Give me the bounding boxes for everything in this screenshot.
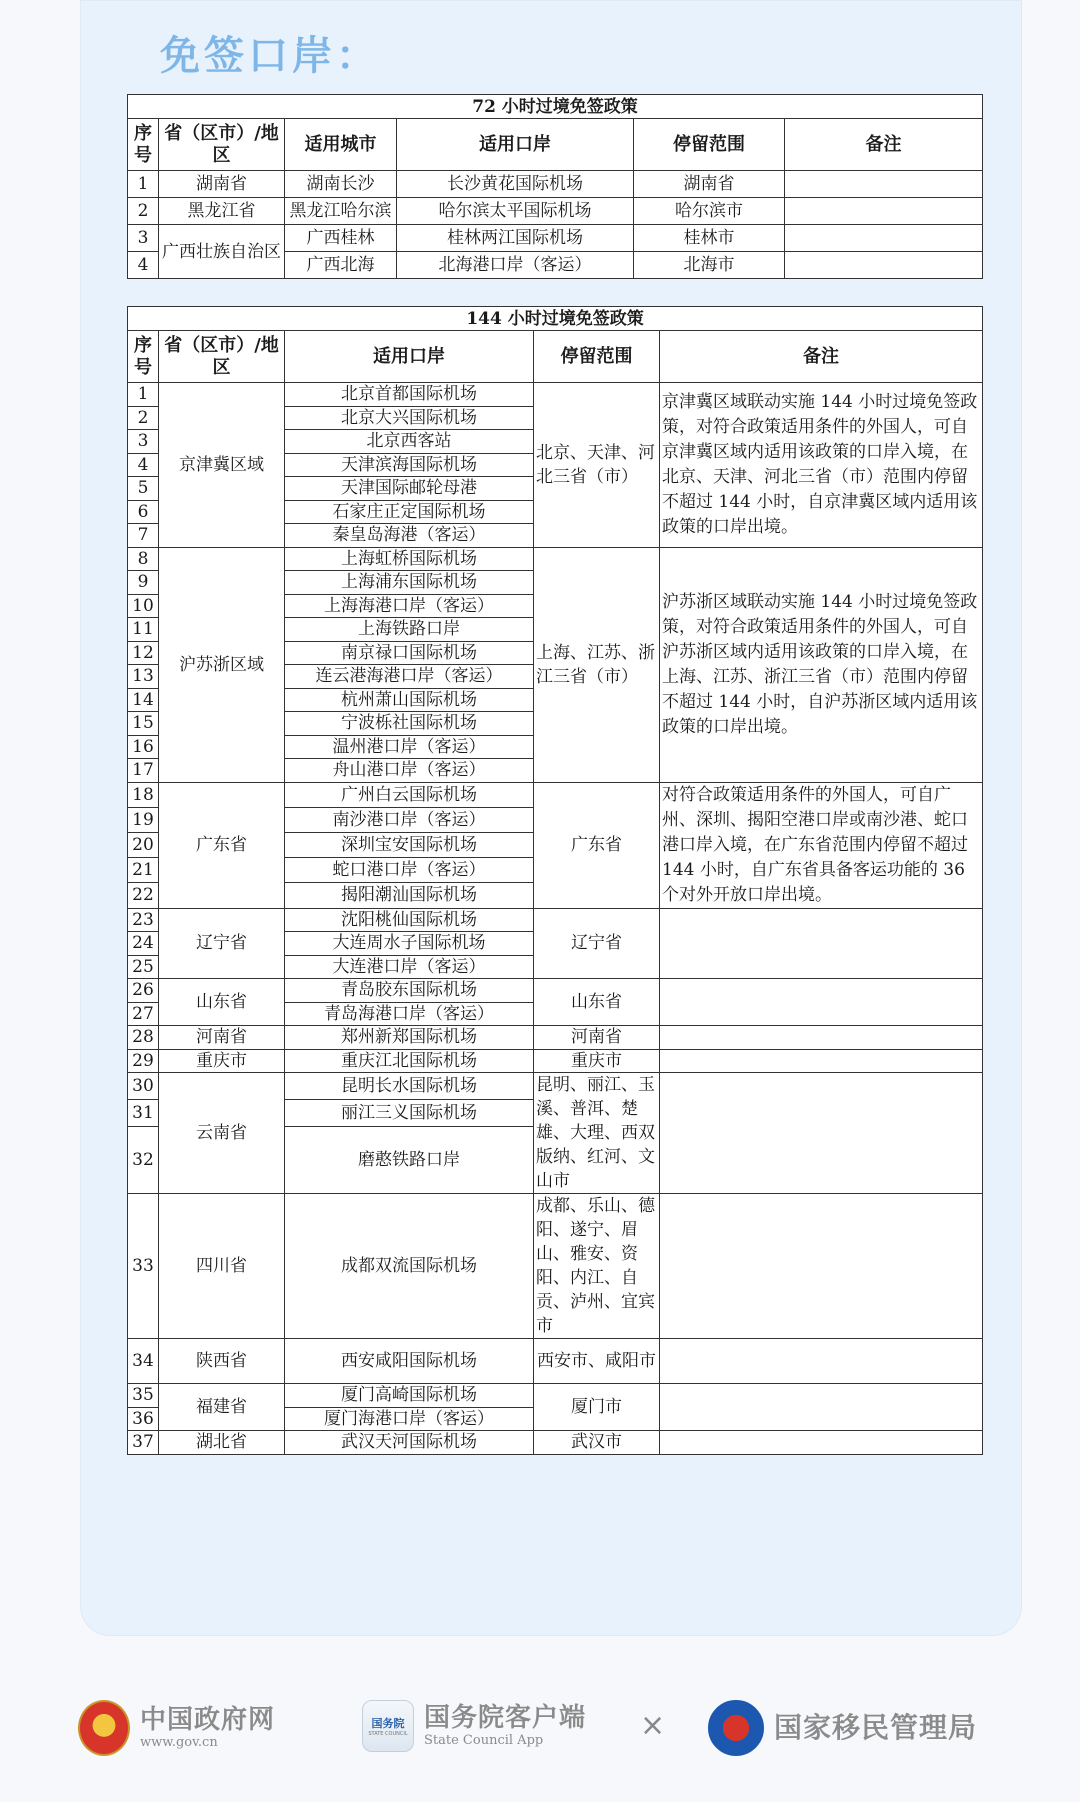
row-port: 杭州萧山国际机场 (285, 688, 534, 712)
row-city: 湖南长沙 (285, 171, 397, 198)
state-council-app-logo[interactable] (362, 1700, 586, 1752)
row-no: 1 (128, 171, 159, 198)
row-no: 3 (128, 430, 159, 454)
row-no: 25 (128, 955, 159, 979)
row-no: 7 (128, 524, 159, 548)
row-no: 12 (128, 641, 159, 665)
row-port: 上海海港口岸（客运） (285, 594, 534, 618)
row-stay: 重庆市 (534, 1049, 660, 1073)
row-no: 37 (128, 1431, 159, 1455)
header-port: 适用口岸 (397, 119, 634, 171)
row-no: 16 (128, 735, 159, 759)
row-note (660, 1431, 983, 1455)
row-port: 石家庄正定国际机场 (285, 500, 534, 524)
table-row (128, 547, 983, 571)
row-province: 广西壮族自治区 (159, 225, 285, 279)
row-no: 22 (128, 883, 159, 908)
header-port: 适用口岸 (285, 331, 534, 383)
row-note (660, 1384, 983, 1431)
row-port: 昆明长水国际机场 (285, 1073, 534, 1100)
row-note (660, 1339, 983, 1384)
table-row (128, 1073, 983, 1100)
app-name: 国务院客户端 (424, 1703, 587, 1733)
header-stay: 停留范围 (634, 119, 785, 171)
row-port: 武汉天河国际机场 (285, 1431, 534, 1455)
row-port: 大连港口岸（客运） (285, 955, 534, 979)
row-no: 36 (128, 1407, 159, 1431)
row-no: 29 (128, 1049, 159, 1073)
row-stay: 北海市 (634, 252, 785, 279)
row-note (785, 171, 983, 198)
nia-logo[interactable] (708, 1700, 977, 1756)
row-city: 广西桂林 (285, 225, 397, 252)
row-no: 13 (128, 665, 159, 689)
row-no: 10 (128, 594, 159, 618)
gov-cn-logo[interactable] (78, 1700, 275, 1756)
row-province: 沪苏浙区域 (159, 547, 285, 782)
header-note: 备注 (660, 331, 983, 383)
row-port: 秦皇岛海港（客运） (285, 524, 534, 548)
row-province: 湖北省 (159, 1431, 285, 1455)
row-port: 舟山港口岸（客运） (285, 759, 534, 783)
row-no: 15 (128, 712, 159, 736)
table-144-caption: 144 小时过境免签政策 (128, 307, 983, 331)
row-no: 24 (128, 932, 159, 956)
row-note: 沪苏浙区域联动实施 144 小时过境免签政策，对符合政策适用条件的外国人，可自沪苏浙区域内适用该政策的口岸入境，在上海、江苏、浙江三省（市）范围内停留不超过 144 小时，自沪苏浙区域内适用该政策的口岸出境。 (660, 547, 983, 782)
table-row (128, 1384, 983, 1408)
row-stay: 桂林市 (634, 225, 785, 252)
row-province: 黑龙江省 (159, 198, 285, 225)
nia-name: 国家移民管理局 (774, 1711, 978, 1744)
row-stay: 辽宁省 (534, 908, 660, 979)
table-row (128, 1049, 983, 1073)
row-no: 8 (128, 547, 159, 571)
gov-name: 中国政府网 (140, 1705, 276, 1735)
gov-url: www.gov.cn (140, 1735, 218, 1750)
header-note: 备注 (785, 119, 983, 171)
row-no: 31 (128, 1100, 159, 1127)
header-province: 省（区市）/地区 (159, 119, 285, 171)
row-port: 丽江三义国际机场 (285, 1100, 534, 1127)
table-row (128, 198, 983, 225)
row-port: 天津国际邮轮母港 (285, 477, 534, 501)
row-port: 北京首都国际机场 (285, 383, 534, 407)
row-note: 对符合政策适用条件的外国人，可自广州、深圳、揭阳空港口岸或南沙港、蛇口港口岸入境，在广东省范围内停留不超过 144 小时，自广东省具备客运功能的 36 个对外开放口岸出境。 (660, 782, 983, 908)
row-no: 6 (128, 500, 159, 524)
row-port: 南京禄口国际机场 (285, 641, 534, 665)
row-province: 湖南省 (159, 171, 285, 198)
row-province: 山东省 (159, 979, 285, 1026)
table-72-hour-policy (127, 94, 983, 279)
row-no: 2 (128, 406, 159, 430)
row-port: 厦门高崎国际机场 (285, 1384, 534, 1408)
row-note: 京津冀区域联动实施 144 小时过境免签政策，对符合政策适用条件的外国人，可自京津冀区域内适用该政策的口岸入境，在北京、天津、河北三省（市）范围内停留不超过 144 小时，自京津冀区域内适用该政策的口岸出境。 (660, 383, 983, 548)
row-stay: 昆明、丽江、玉溪、普洱、楚雄、大理、西双版纳、红河、文山市 (534, 1073, 660, 1194)
row-stay: 厦门市 (534, 1384, 660, 1431)
cross-icon: × (640, 1708, 666, 1743)
row-no: 14 (128, 688, 159, 712)
row-no: 2 (128, 198, 159, 225)
row-port: 上海铁路口岸 (285, 618, 534, 642)
row-port: 哈尔滨太平国际机场 (397, 198, 634, 225)
row-port: 上海虹桥国际机场 (285, 547, 534, 571)
row-no: 17 (128, 759, 159, 783)
row-no: 27 (128, 1002, 159, 1026)
row-province: 云南省 (159, 1073, 285, 1194)
table-row (128, 1431, 983, 1455)
row-note (785, 252, 983, 279)
row-stay: 西安市、咸阳市 (534, 1339, 660, 1384)
row-port: 长沙黄花国际机场 (397, 171, 634, 198)
row-port: 重庆江北国际机场 (285, 1049, 534, 1073)
row-note (660, 1026, 983, 1050)
header-no: 序号 (128, 119, 159, 171)
row-note (660, 1073, 983, 1194)
row-port: 青岛海港口岸（客运） (285, 1002, 534, 1026)
app-icon-sub: STATE COUNCIL (368, 1731, 408, 1737)
row-no: 21 (128, 858, 159, 883)
row-no: 23 (128, 908, 159, 932)
row-note (785, 198, 983, 225)
row-port: 宁波栎社国际机场 (285, 712, 534, 736)
row-port: 蛇口港口岸（客运） (285, 858, 534, 883)
row-no: 34 (128, 1339, 159, 1384)
row-province: 福建省 (159, 1384, 285, 1431)
footer (0, 1690, 1080, 1770)
header-stay: 停留范围 (534, 331, 660, 383)
row-port: 厦门海港口岸（客运） (285, 1407, 534, 1431)
immigration-badge-icon (708, 1700, 764, 1756)
row-stay: 山东省 (534, 979, 660, 1026)
row-note (660, 979, 983, 1026)
row-no: 5 (128, 477, 159, 501)
row-stay: 武汉市 (534, 1431, 660, 1455)
row-stay: 广东省 (534, 782, 660, 908)
row-port: 北海港口岸（客运） (397, 252, 634, 279)
row-port: 沈阳桃仙国际机场 (285, 908, 534, 932)
row-no: 26 (128, 979, 159, 1003)
row-province: 辽宁省 (159, 908, 285, 979)
row-no: 20 (128, 832, 159, 857)
row-province: 四川省 (159, 1194, 285, 1339)
row-no: 30 (128, 1073, 159, 1100)
row-stay: 北京、天津、河北三省（市） (534, 383, 660, 548)
row-port: 磨憨铁路口岸 (285, 1127, 534, 1194)
row-stay: 成都、乐山、德阳、遂宁、眉山、雅安、资阳、内江、自贡、泸州、宜宾市 (534, 1194, 660, 1339)
table-row (128, 171, 983, 198)
page-title: 免签口岸： (160, 33, 380, 79)
table-row (128, 908, 983, 932)
row-no: 18 (128, 782, 159, 807)
table-row (128, 1339, 983, 1384)
row-port: 天津滨海国际机场 (285, 453, 534, 477)
row-province: 重庆市 (159, 1049, 285, 1073)
row-province: 河南省 (159, 1026, 285, 1050)
row-note (660, 908, 983, 979)
header-no: 序号 (128, 331, 159, 383)
row-port: 郑州新郑国际机场 (285, 1026, 534, 1050)
row-no: 11 (128, 618, 159, 642)
app-en-name: State Council App (424, 1733, 544, 1748)
row-port: 深圳宝安国际机场 (285, 832, 534, 857)
row-port: 北京西客站 (285, 430, 534, 454)
row-province: 广东省 (159, 782, 285, 908)
row-no: 4 (128, 453, 159, 477)
row-port: 揭阳潮汕国际机场 (285, 883, 534, 908)
row-no: 3 (128, 225, 159, 252)
row-no: 1 (128, 383, 159, 407)
row-stay: 河南省 (534, 1026, 660, 1050)
table-row (128, 225, 983, 252)
row-port: 北京大兴国际机场 (285, 406, 534, 430)
row-port: 西安咸阳国际机场 (285, 1339, 534, 1384)
table-row (128, 782, 983, 807)
row-no: 4 (128, 252, 159, 279)
row-port: 上海浦东国际机场 (285, 571, 534, 595)
row-port: 南沙港口岸（客运） (285, 807, 534, 832)
row-no: 33 (128, 1194, 159, 1339)
row-port: 桂林两江国际机场 (397, 225, 634, 252)
row-no: 32 (128, 1127, 159, 1194)
row-no: 9 (128, 571, 159, 595)
header-city: 适用城市 (285, 119, 397, 171)
row-port: 连云港海港口岸（客运） (285, 665, 534, 689)
table-row (128, 979, 983, 1003)
row-city: 黑龙江哈尔滨 (285, 198, 397, 225)
table-144-hour-policy (127, 306, 983, 1455)
row-port: 成都双流国际机场 (285, 1194, 534, 1339)
row-no: 19 (128, 807, 159, 832)
app-icon-text: 国务院 (371, 1717, 405, 1730)
table-row (128, 383, 983, 407)
row-no: 28 (128, 1026, 159, 1050)
state-council-app-icon (362, 1700, 414, 1752)
row-province: 京津冀区域 (159, 383, 285, 548)
row-stay: 哈尔滨市 (634, 198, 785, 225)
row-stay: 湖南省 (634, 171, 785, 198)
table-72-caption: 72 小时过境免签政策 (128, 95, 983, 119)
row-note (660, 1194, 983, 1339)
header-province: 省（区市）/地区 (159, 331, 285, 383)
row-province: 陕西省 (159, 1339, 285, 1384)
row-note (660, 1049, 983, 1073)
table-row (128, 1194, 983, 1339)
national-emblem-icon (78, 1700, 130, 1756)
row-port: 大连周水子国际机场 (285, 932, 534, 956)
row-port: 青岛胶东国际机场 (285, 979, 534, 1003)
row-note (785, 225, 983, 252)
row-port: 温州港口岸（客运） (285, 735, 534, 759)
row-port: 广州白云国际机场 (285, 782, 534, 807)
row-no: 35 (128, 1384, 159, 1408)
row-stay: 上海、江苏、浙江三省（市） (534, 547, 660, 782)
table-row (128, 1026, 983, 1050)
row-city: 广西北海 (285, 252, 397, 279)
